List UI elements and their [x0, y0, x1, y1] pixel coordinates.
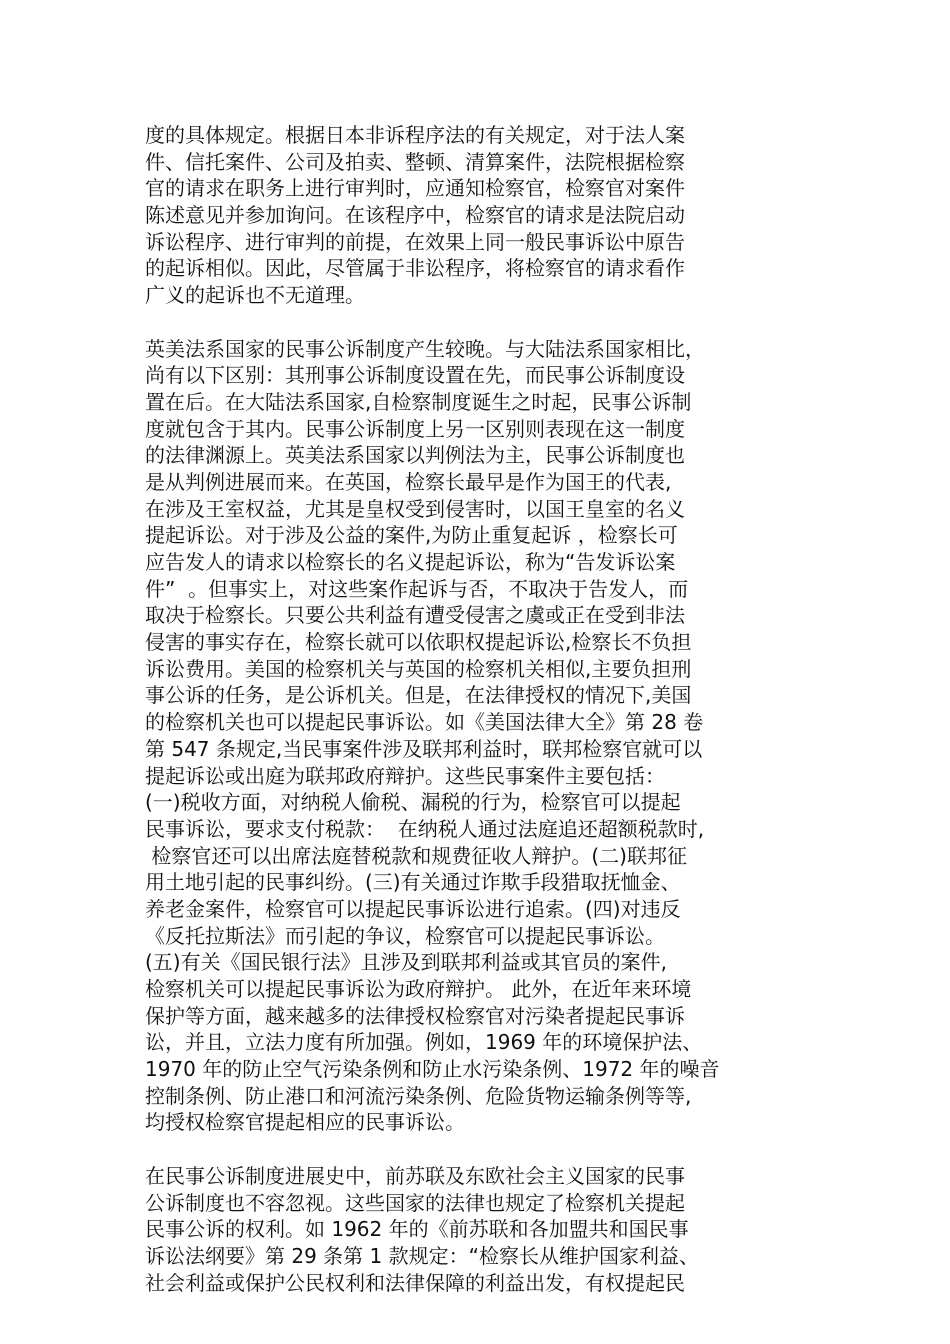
text-line: 民事公诉的权利。如 1962 年的《前苏联和各加盟共和国民事	[145, 1217, 689, 1242]
text-line: 均授权检察官提起相应的民事诉讼。	[145, 1110, 465, 1135]
text-line: (五)有关《国民银行法》且涉及到联邦利益或其官员的案件,	[145, 950, 667, 975]
text-line: 养老金案件，检察官可以提起民事诉讼进行追索。(四)对违反	[145, 896, 681, 921]
text-line: 《反托拉斯法》而引起的争议，检察官可以提起民事诉讼。	[145, 923, 665, 948]
text-line: 的法律渊源上。英美法系国家以判例法为主，民事公诉制度也	[145, 443, 685, 468]
text-line: 社会利益或保护公民权利和法律保障的利益出发，有权提起民	[145, 1270, 685, 1295]
document-body	[145, 122, 815, 1323]
text-line: 度的具体规定。根据日本非诉程序法的有关规定，对于法人案	[145, 123, 685, 147]
text-line: 事公诉的任务，是公诉机关。但是，在法律授权的情况下,美国	[145, 683, 692, 708]
text-line: 英美法系国家的民事公诉制度产生较晚。与大陆法系国家相比，	[145, 336, 705, 361]
text-line: 尚有以下区别：其刑事公诉制度设置在先，而民事公诉制度设	[145, 363, 685, 388]
text-line: 保护等方面，越来越多的法律授权检察官对污染者提起民事诉	[145, 1003, 685, 1028]
text-line: 民事诉讼，要求支付税款： 在纳税人通过法庭追还超额税款时,	[145, 816, 705, 841]
text-line: 侵害的事实存在，检察长就可以依职权提起诉讼,检察长不负担	[145, 630, 692, 655]
text-line: 应告发人的请求以检察长的名义提起诉讼，称为“告发诉讼案	[145, 550, 676, 574]
text-line: 提起诉讼。对于涉及公益的案件,为防止重复起诉 ，检察长可	[145, 523, 678, 548]
text-line: 是从判例进展而来。在英国，检察长最早是作为国王的代表,	[145, 469, 672, 494]
text-line: 用土地引起的民事纠纷。(三)有关通过诈欺手段猎取抚恤金、	[145, 870, 681, 895]
text-line: 诉讼程序、进行审判的前提，在效果上同一般民事诉讼中原告	[145, 229, 685, 254]
paragraph	[145, 122, 815, 309]
text-line: 陈述意见并参加询问。在该程序中，检察官的请求是法院启动	[145, 203, 685, 228]
text-line: 度就包含于其内。民事公诉制度上另一区别则表现在这一制度	[145, 416, 685, 441]
text-line: 件、信托案件、公司及拍卖、整顿、清算案件，法院根据检察	[145, 149, 685, 174]
text-line: 在涉及王室权益，尤其是皇权受到侵害时，以国王皇室的名义	[145, 496, 685, 521]
text-line: 官的请求在职务上进行审判时，应通知检察官，检察官对案件	[145, 176, 685, 201]
text-line: 公诉制度也不容忽视。这些国家的法律也规定了检察机关提起	[145, 1190, 685, 1215]
text-line: 置在后。在大陆法系国家,自检察制度诞生之时起，民事公诉制	[145, 389, 692, 414]
text-line: 讼，并且，立法力度有所加强。例如，1969 年的环境保护法、	[145, 1030, 703, 1055]
text-line: 在民事公诉制度进展史中，前苏联及东欧社会主义国家的民事	[145, 1163, 685, 1188]
paragraph	[145, 1163, 815, 1296]
text-line: 提起诉讼或出庭为联邦政府辩护。这些民事案件主要包括：	[145, 763, 665, 788]
text-line: 取决于检察长。只要公共利益有遭受侵害之虞或正在受到非法	[145, 603, 685, 628]
text-line: 的起诉相似。因此，尽管属于非讼程序，将检察官的请求看作	[145, 256, 685, 281]
text-line: 检察官还可以出席法庭替税款和规费征收人辩护。(二)联邦征	[145, 843, 687, 868]
text-line: 诉讼费用。美国的检察机关与英国的检察机关相似,主要负担刑	[145, 656, 692, 681]
text-line: 的检察机关也可以提起民事诉讼。如《美国法律大全》第 28 卷	[145, 710, 704, 735]
text-line: 控制条例、防止港口和河流污染条例、危险货物运输条例等等,	[145, 1083, 692, 1108]
text-line: 第 547 条规定,当民事案件涉及联邦利益时，联邦检察官就可以	[145, 736, 703, 761]
text-line: 件” 。但事实上，对这些案作起诉与否，不取决于告发人，而	[145, 576, 689, 601]
text-line: 1970 年的防止空气污染条例和防止水污染条例、1972 年的噪音	[145, 1057, 720, 1082]
text-line: 广义的起诉也不无道理。	[145, 283, 365, 308]
text-line: 诉讼法纲要》第 29 条第 1 款规定：“检察长从维护国家利益、	[145, 1243, 699, 1268]
paragraph	[145, 336, 815, 1137]
text-line: 检察机关可以提起民事诉讼为政府辩护。 此外，在近年来环境	[145, 977, 692, 1001]
text-line: (一)税收方面，对纳税人偷税、漏税的行为，检察官可以提起	[145, 790, 681, 815]
